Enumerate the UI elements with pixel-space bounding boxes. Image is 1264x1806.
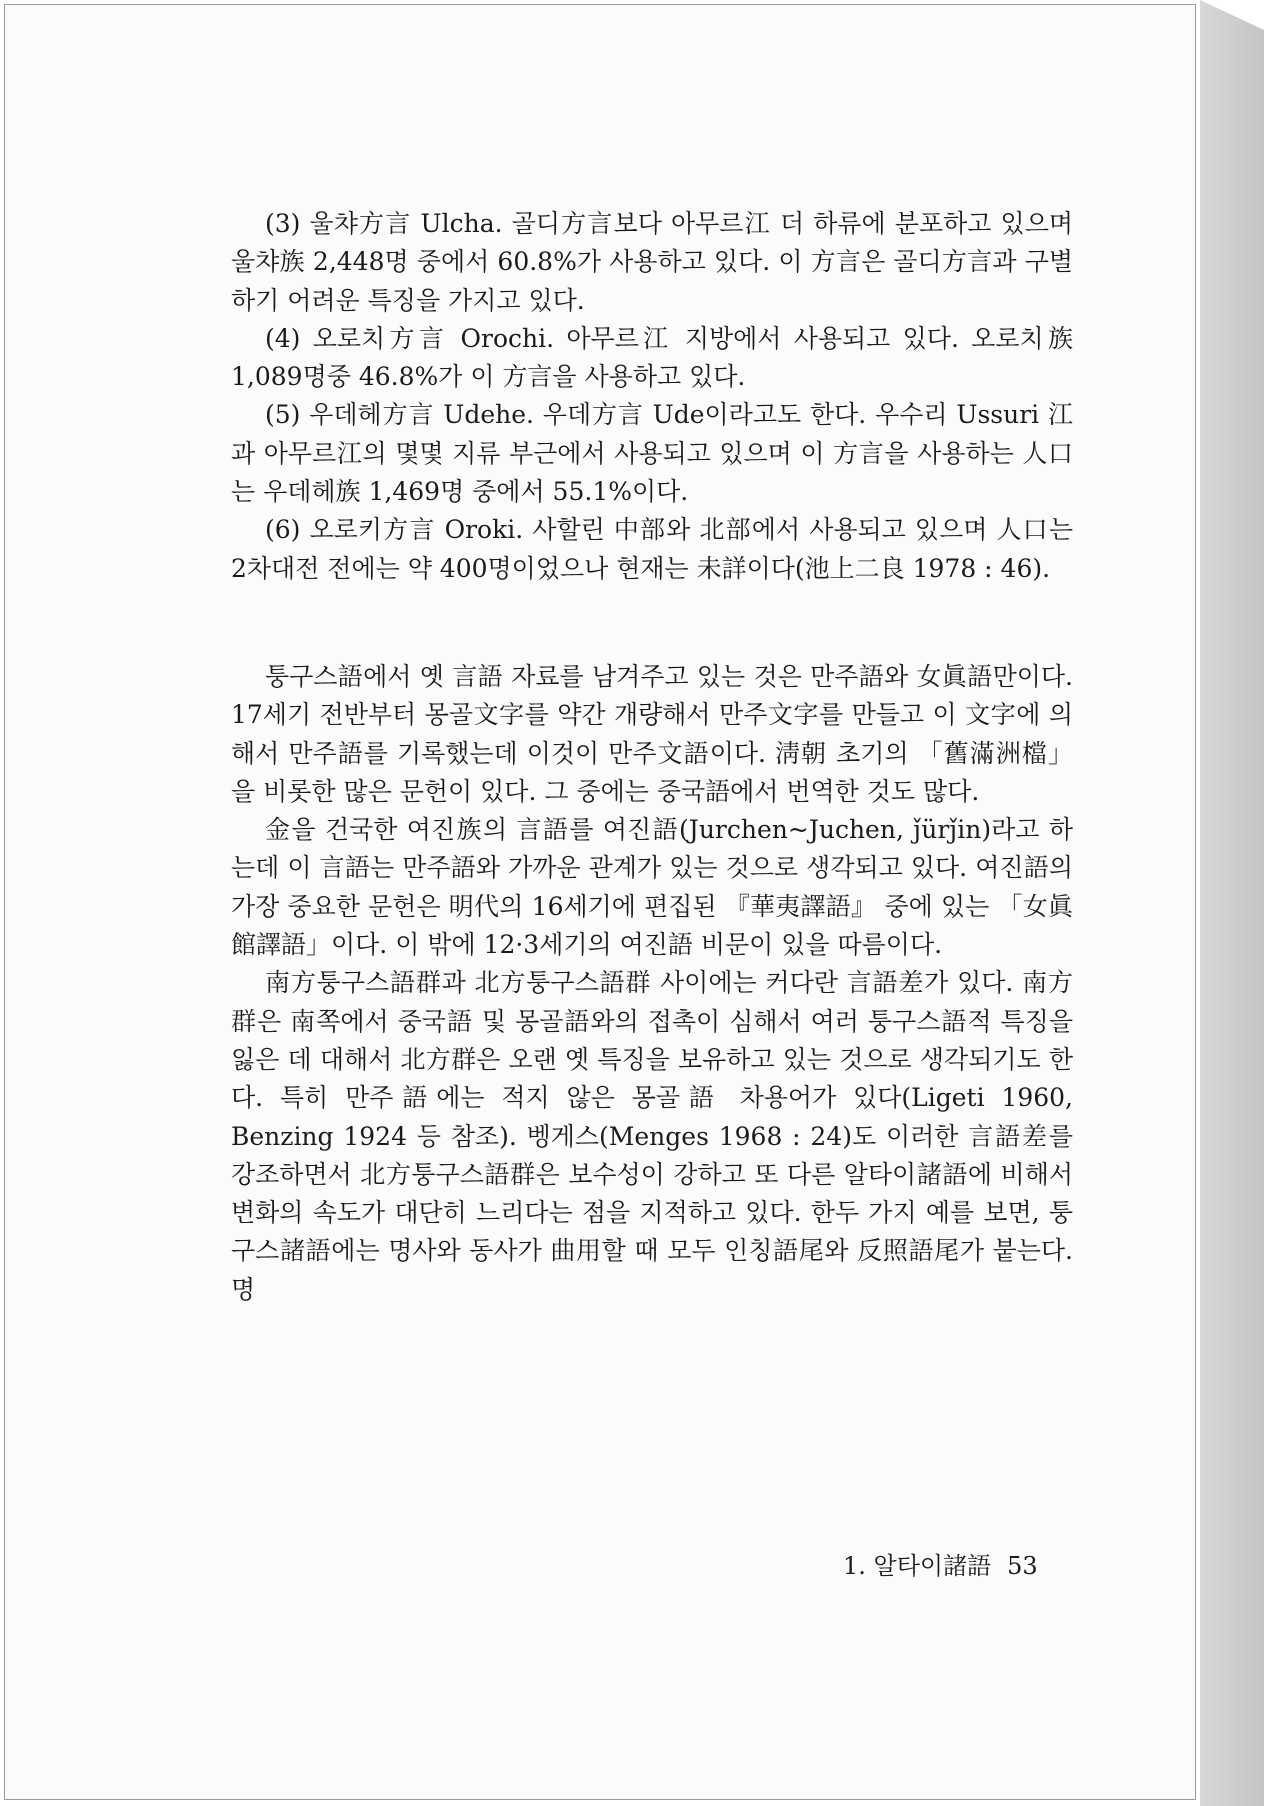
paragraph-jurchen: 金을 건국한 여진族의 言語를 여진語(Jurchen~Juchen, ǰürǰin)라고 하는데 이 言語는 만주語와 가까운 관계가 있는 것으로 생각되고 있다. 여진語의 가장 중요한 문헌은 明代의 16세기에 편집된 『華夷譯語』 중에 있는 「女眞館譯語」이다. 이 밖에 12·3세기의 여진語 비문이 있을 따름이다. (231, 815, 1073, 960)
paragraph-oroki: (6) 오로키方言 Oroki. 사할린 中部와 北部에서 사용되고 있으며 人口는 2차대전 전에는 약 400명이었으나 현재는 未詳이다(池上二良 1978 : 46). (231, 515, 1073, 583)
book-edge (1200, 0, 1264, 1806)
running-section-title: 1. 알타이諸語 (843, 1552, 992, 1580)
paragraph-tungusic-records: 퉁구스語에서 옛 言語 자료를 남겨주고 있는 것은 만주語와 女眞語만이다. 17세기 전반부터 몽골文字를 약간 개량해서 만주文字를 만들고 이 文字에 의해서 만주語를 기록했는데 이것이 만주文語이다. 淸朝 초기의 「舊滿洲檔」을 비롯한 많은 문헌이 있다. 그 중에는 중국語에서 번역한 것도 많다. (231, 661, 1073, 806)
paragraph-orochi: (4) 오로치方言 Orochi. 아무르江 지방에서 사용되고 있다. 오로치族 1,089명중 46.8%가 이 方言을 사용하고 있다. (231, 323, 1073, 392)
paragraph-south-north-groups: 南方퉁구스語群과 北方퉁구스語群 사이에는 커다란 言語差가 있다. 南方群은 南쪽에서 중국語 및 몽골語와의 접촉이 심해서 여러 퉁구스語적 특징을 잃은 데 대해서 北方群은 오랜 옛 특징을 보유하고 있는 것으로 생각되기도 한다. 특히 만주語에는 적지 않은 몽골語 차용어가 있다(Ligeti 1960, Benzing 1924 등 참조). 벵게스(Menges 1968 : 24)도 이러한 言語差를 강조하면서 北方퉁구스語群은 보수성이 강하고 또 다른 알타이諸語에 비해서 변화의 속도가 대단히 느리다는 점을 지적하고 있다. 한두 가지 예를 보면, 퉁구스諸語에는 명사와 동사가 曲用할 때 모두 인칭語尾와 反照語尾가 붙는다. 명 (231, 968, 1073, 1304)
book-page (4, 4, 1196, 1800)
paragraph-ulcha: (3) 울챠方言 Ulcha. 골디方言보다 아무르江 더 하류에 분포하고 있으며 울챠族 2,448명 중에서 60.8%가 사용하고 있다. 이 方言은 골디方言과 구별하기 어려운 특징을 가지고 있다. (231, 209, 1073, 315)
paragraph-udehe: (5) 우데헤方言 Udehe. 우데方言 Ude이라고도 한다. 우수리 Ussuri 江과 아무르江의 몇몇 지류 부근에서 사용되고 있으며 이 方言을 사용하는 人口는 우데헤族 1,469명 중에서 55.1%이다. (231, 400, 1073, 507)
body-text (231, 205, 1073, 1309)
page-number: 53 (1007, 1552, 1038, 1580)
page-footer (843, 1546, 1038, 1581)
